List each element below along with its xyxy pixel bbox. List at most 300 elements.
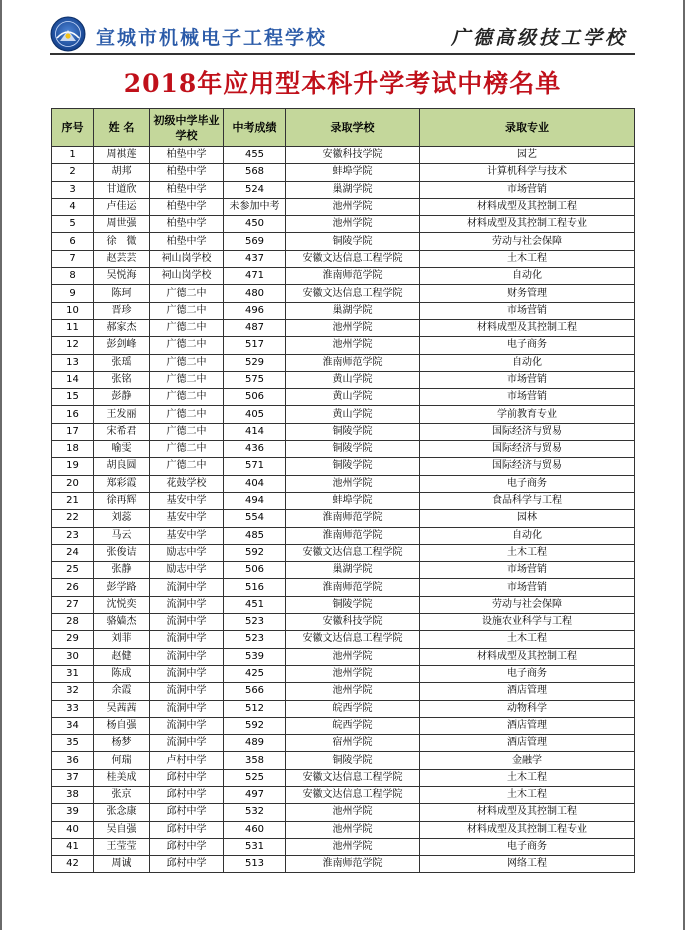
table-row bbox=[52, 527, 635, 544]
cell-major: 土木工程 bbox=[420, 769, 635, 786]
cell-college: 巢湖学院 bbox=[286, 302, 420, 319]
cell-score: 494 bbox=[224, 492, 286, 509]
cell-name: 彭剑峰 bbox=[94, 337, 150, 354]
cell-score: 592 bbox=[224, 544, 286, 561]
cell-score: 497 bbox=[224, 786, 286, 803]
cell-score: 455 bbox=[224, 147, 286, 164]
cell-index: 14 bbox=[52, 371, 94, 388]
cell-major: 自动化 bbox=[420, 268, 635, 285]
cell-score: 592 bbox=[224, 717, 286, 734]
cell-middle-school: 邱村中学 bbox=[150, 786, 224, 803]
cell-major: 土木工程 bbox=[420, 544, 635, 561]
table-row bbox=[52, 631, 635, 648]
table-header-row bbox=[52, 109, 635, 147]
cell-major: 动物科学 bbox=[420, 700, 635, 717]
cell-name: 赵健 bbox=[94, 648, 150, 665]
cell-middle-school: 邱村中学 bbox=[150, 856, 224, 873]
cell-major: 材料成型及其控制工程 bbox=[420, 804, 635, 821]
cell-middle-school: 柏垫中学 bbox=[150, 198, 224, 215]
table-row bbox=[52, 838, 635, 855]
cell-score: 425 bbox=[224, 665, 286, 682]
cell-college: 淮南师范学院 bbox=[286, 856, 420, 873]
table-row bbox=[52, 562, 635, 579]
table-row bbox=[52, 735, 635, 752]
cell-college: 淮南师范学院 bbox=[286, 268, 420, 285]
cell-middle-school: 广德二中 bbox=[150, 406, 224, 423]
cell-name: 周世强 bbox=[94, 216, 150, 233]
cell-name: 王莹莹 bbox=[94, 838, 150, 855]
cell-middle-school: 励志中学 bbox=[150, 544, 224, 561]
cell-name: 张俊诘 bbox=[94, 544, 150, 561]
cell-middle-school: 柏垫中学 bbox=[150, 147, 224, 164]
cell-college: 池州学院 bbox=[286, 821, 420, 838]
table-row bbox=[52, 492, 635, 509]
cell-name: 吴悦海 bbox=[94, 268, 150, 285]
cell-score: 未参加中考 bbox=[224, 198, 286, 215]
cell-index: 26 bbox=[52, 579, 94, 596]
cell-name: 周褀莲 bbox=[94, 147, 150, 164]
cell-college: 池州学院 bbox=[286, 198, 420, 215]
cell-score: 405 bbox=[224, 406, 286, 423]
table-row bbox=[52, 821, 635, 838]
cell-major: 酒店管理 bbox=[420, 717, 635, 734]
letterhead bbox=[50, 16, 635, 54]
cell-middle-school: 柏垫中学 bbox=[150, 216, 224, 233]
cell-middle-school: 基安中学 bbox=[150, 527, 224, 544]
cell-middle-school: 花鼓学校 bbox=[150, 475, 224, 492]
col-header-score: 中考成绩 bbox=[224, 109, 286, 147]
cell-name: 张京 bbox=[94, 786, 150, 803]
cell-college: 铜陵学院 bbox=[286, 596, 420, 613]
cell-college: 铜陵学院 bbox=[286, 752, 420, 769]
cell-name: 吴自强 bbox=[94, 821, 150, 838]
cell-college: 皖西学院 bbox=[286, 700, 420, 717]
cell-middle-school: 柏垫中学 bbox=[150, 164, 224, 181]
cell-major: 设施农业科学与工程 bbox=[420, 614, 635, 631]
cell-major: 材料成型及其控制工程 bbox=[420, 648, 635, 665]
cell-college: 安徽文达信息工程学院 bbox=[286, 544, 420, 561]
cell-score: 414 bbox=[224, 423, 286, 440]
cell-major: 材料成型及其控制工程 bbox=[420, 198, 635, 215]
cell-middle-school: 广德二中 bbox=[150, 458, 224, 475]
cell-major: 园艺 bbox=[420, 147, 635, 164]
cell-name: 徐 微 bbox=[94, 233, 150, 250]
cell-score: 460 bbox=[224, 821, 286, 838]
cell-index: 17 bbox=[52, 423, 94, 440]
table-row bbox=[52, 389, 635, 406]
cell-middle-school: 柏垫中学 bbox=[150, 181, 224, 198]
table-row bbox=[52, 458, 635, 475]
cell-name: 赵芸芸 bbox=[94, 250, 150, 267]
cell-score: 554 bbox=[224, 510, 286, 527]
table-row bbox=[52, 181, 635, 198]
cell-name: 周诚 bbox=[94, 856, 150, 873]
cell-college: 淮南师范学院 bbox=[286, 579, 420, 596]
cell-major: 园林 bbox=[420, 510, 635, 527]
cell-index: 28 bbox=[52, 614, 94, 631]
table-row bbox=[52, 285, 635, 302]
cell-name: 杨梦 bbox=[94, 735, 150, 752]
cell-score: 512 bbox=[224, 700, 286, 717]
cell-score: 513 bbox=[224, 856, 286, 873]
cell-college: 池州学院 bbox=[286, 683, 420, 700]
cell-score: 487 bbox=[224, 319, 286, 336]
cell-index: 1 bbox=[52, 147, 94, 164]
cell-middle-school: 邱村中学 bbox=[150, 821, 224, 838]
cell-name: 宋希君 bbox=[94, 423, 150, 440]
cell-college: 黄山学院 bbox=[286, 371, 420, 388]
cell-college: 安徽文达信息工程学院 bbox=[286, 631, 420, 648]
cell-score: 571 bbox=[224, 458, 286, 475]
cell-major: 土木工程 bbox=[420, 631, 635, 648]
cell-major: 市场营销 bbox=[420, 302, 635, 319]
cell-index: 38 bbox=[52, 786, 94, 803]
table-row bbox=[52, 319, 635, 336]
cell-name: 陈成 bbox=[94, 665, 150, 682]
table-row bbox=[52, 475, 635, 492]
cell-college: 皖西学院 bbox=[286, 717, 420, 734]
cell-name: 晋珍 bbox=[94, 302, 150, 319]
cell-index: 4 bbox=[52, 198, 94, 215]
table-row bbox=[52, 198, 635, 215]
cell-index: 21 bbox=[52, 492, 94, 509]
cell-index: 31 bbox=[52, 665, 94, 682]
cell-middle-school: 广德二中 bbox=[150, 371, 224, 388]
cell-index: 23 bbox=[52, 527, 94, 544]
cell-score: 489 bbox=[224, 735, 286, 752]
cell-name: 刘菲 bbox=[94, 631, 150, 648]
cell-college: 铜陵学院 bbox=[286, 458, 420, 475]
table-row bbox=[52, 717, 635, 734]
cell-name: 郝家杰 bbox=[94, 319, 150, 336]
cell-middle-school: 流洞中学 bbox=[150, 648, 224, 665]
cell-index: 32 bbox=[52, 683, 94, 700]
table-row bbox=[52, 700, 635, 717]
cell-college: 池州学院 bbox=[286, 216, 420, 233]
cell-middle-school: 流洞中学 bbox=[150, 614, 224, 631]
cell-middle-school: 励志中学 bbox=[150, 562, 224, 579]
cell-name: 桂美成 bbox=[94, 769, 150, 786]
cell-major: 市场营销 bbox=[420, 562, 635, 579]
cell-score: 529 bbox=[224, 354, 286, 371]
cell-college: 安徽文达信息工程学院 bbox=[286, 769, 420, 786]
cell-name: 甘道欣 bbox=[94, 181, 150, 198]
cell-index: 12 bbox=[52, 337, 94, 354]
cell-index: 15 bbox=[52, 389, 94, 406]
cell-college: 铜陵学院 bbox=[286, 441, 420, 458]
table-row bbox=[52, 544, 635, 561]
cell-index: 29 bbox=[52, 631, 94, 648]
cell-name: 彭学路 bbox=[94, 579, 150, 596]
cell-major: 食品科学与工程 bbox=[420, 492, 635, 509]
cell-index: 18 bbox=[52, 441, 94, 458]
col-header-name: 姓 名 bbox=[94, 109, 150, 147]
cell-middle-school: 广德二中 bbox=[150, 319, 224, 336]
cell-index: 33 bbox=[52, 700, 94, 717]
table-row bbox=[52, 337, 635, 354]
header-divider bbox=[50, 53, 635, 55]
table-row bbox=[52, 216, 635, 233]
cell-score: 569 bbox=[224, 233, 286, 250]
cell-name: 吴茜茜 bbox=[94, 700, 150, 717]
cell-index: 40 bbox=[52, 821, 94, 838]
cell-major: 电子商务 bbox=[420, 838, 635, 855]
cell-name: 卢佳运 bbox=[94, 198, 150, 215]
cell-index: 3 bbox=[52, 181, 94, 198]
cell-score: 404 bbox=[224, 475, 286, 492]
cell-major: 财务管理 bbox=[420, 285, 635, 302]
table-row bbox=[52, 683, 635, 700]
cell-college: 铜陵学院 bbox=[286, 423, 420, 440]
cell-index: 11 bbox=[52, 319, 94, 336]
col-header-major: 录取专业 bbox=[420, 109, 635, 147]
cell-college: 安徽文达信息工程学院 bbox=[286, 250, 420, 267]
cell-middle-school: 流洞中学 bbox=[150, 596, 224, 613]
cell-middle-school: 流洞中学 bbox=[150, 735, 224, 752]
table-row bbox=[52, 648, 635, 665]
cell-major: 酒店管理 bbox=[420, 735, 635, 752]
table-row bbox=[52, 752, 635, 769]
cell-major: 国际经济与贸易 bbox=[420, 458, 635, 475]
cell-major: 土木工程 bbox=[420, 786, 635, 803]
cell-index: 19 bbox=[52, 458, 94, 475]
school-name-left: 宣城市机械电子工程学校 bbox=[96, 27, 328, 49]
school-logo-icon bbox=[50, 16, 86, 52]
cell-middle-school: 邱村中学 bbox=[150, 804, 224, 821]
cell-middle-school: 广德二中 bbox=[150, 285, 224, 302]
cell-major: 自动化 bbox=[420, 527, 635, 544]
cell-name: 王发丽 bbox=[94, 406, 150, 423]
cell-middle-school: 广德二中 bbox=[150, 441, 224, 458]
cell-college: 池州学院 bbox=[286, 804, 420, 821]
cell-major: 国际经济与贸易 bbox=[420, 441, 635, 458]
cell-index: 10 bbox=[52, 302, 94, 319]
cell-middle-school: 流洞中学 bbox=[150, 717, 224, 734]
cell-score: 506 bbox=[224, 389, 286, 406]
table-row bbox=[52, 250, 635, 267]
cell-college: 安徽文达信息工程学院 bbox=[286, 786, 420, 803]
cell-middle-school: 基安中学 bbox=[150, 492, 224, 509]
cell-score: 532 bbox=[224, 804, 286, 821]
table-row bbox=[52, 371, 635, 388]
cell-major: 金融学 bbox=[420, 752, 635, 769]
cell-major: 国际经济与贸易 bbox=[420, 423, 635, 440]
cell-score: 575 bbox=[224, 371, 286, 388]
table-row bbox=[52, 786, 635, 803]
cell-score: 516 bbox=[224, 579, 286, 596]
table-row bbox=[52, 665, 635, 682]
cell-name: 彭静 bbox=[94, 389, 150, 406]
cell-score: 451 bbox=[224, 596, 286, 613]
cell-score: 506 bbox=[224, 562, 286, 579]
cell-index: 37 bbox=[52, 769, 94, 786]
cell-name: 张静 bbox=[94, 562, 150, 579]
cell-score: 517 bbox=[224, 337, 286, 354]
cell-name: 徐再辉 bbox=[94, 492, 150, 509]
cell-middle-school: 广德二中 bbox=[150, 389, 224, 406]
cell-name: 何瑞 bbox=[94, 752, 150, 769]
cell-score: 437 bbox=[224, 250, 286, 267]
school-name-right: 广德高级技工学校 bbox=[450, 27, 627, 49]
cell-score: 539 bbox=[224, 648, 286, 665]
cell-score: 496 bbox=[224, 302, 286, 319]
cell-college: 安徽文达信息工程学院 bbox=[286, 285, 420, 302]
cell-index: 6 bbox=[52, 233, 94, 250]
table-row bbox=[52, 302, 635, 319]
cell-score: 523 bbox=[224, 631, 286, 648]
cell-index: 22 bbox=[52, 510, 94, 527]
cell-middle-school: 基安中学 bbox=[150, 510, 224, 527]
cell-middle-school: 流洞中学 bbox=[150, 700, 224, 717]
cell-major: 网络工程 bbox=[420, 856, 635, 873]
cell-college: 池州学院 bbox=[286, 648, 420, 665]
table-row bbox=[52, 614, 635, 631]
cell-score: 358 bbox=[224, 752, 286, 769]
cell-major: 酒店管理 bbox=[420, 683, 635, 700]
col-header-middle-school: 初级中学毕业学校 bbox=[150, 109, 224, 147]
cell-middle-school: 祠山岗学校 bbox=[150, 250, 224, 267]
cell-index: 20 bbox=[52, 475, 94, 492]
cell-major: 材料成型及其控制工程专业 bbox=[420, 216, 635, 233]
cell-middle-school: 柏垫中学 bbox=[150, 233, 224, 250]
table-row bbox=[52, 233, 635, 250]
cell-index: 24 bbox=[52, 544, 94, 561]
cell-index: 41 bbox=[52, 838, 94, 855]
cell-college: 蚌埠学院 bbox=[286, 492, 420, 509]
cell-college: 黄山学院 bbox=[286, 406, 420, 423]
col-header-index: 序号 bbox=[52, 109, 94, 147]
cell-college: 淮南师范学院 bbox=[286, 527, 420, 544]
cell-college: 巢湖学院 bbox=[286, 562, 420, 579]
table-row bbox=[52, 769, 635, 786]
cell-name: 余霞 bbox=[94, 683, 150, 700]
cell-score: 531 bbox=[224, 838, 286, 855]
cell-name: 张念康 bbox=[94, 804, 150, 821]
cell-college: 安徽科技学院 bbox=[286, 147, 420, 164]
cell-major: 市场营销 bbox=[420, 579, 635, 596]
cell-index: 16 bbox=[52, 406, 94, 423]
table-row bbox=[52, 268, 635, 285]
table-row bbox=[52, 596, 635, 613]
table-row bbox=[52, 354, 635, 371]
cell-index: 30 bbox=[52, 648, 94, 665]
cell-major: 电子商务 bbox=[420, 337, 635, 354]
table-row bbox=[52, 147, 635, 164]
cell-index: 2 bbox=[52, 164, 94, 181]
table-row bbox=[52, 856, 635, 873]
col-header-college: 录取学校 bbox=[286, 109, 420, 147]
cell-college: 池州学院 bbox=[286, 337, 420, 354]
cell-middle-school: 祠山岗学校 bbox=[150, 268, 224, 285]
cell-middle-school: 广德二中 bbox=[150, 337, 224, 354]
cell-major: 电子商务 bbox=[420, 475, 635, 492]
page-border-left bbox=[0, 0, 2, 930]
cell-index: 35 bbox=[52, 735, 94, 752]
cell-name: 张瑶 bbox=[94, 354, 150, 371]
table-row bbox=[52, 579, 635, 596]
admission-table bbox=[51, 108, 635, 873]
table-row bbox=[52, 406, 635, 423]
table-row bbox=[52, 441, 635, 458]
cell-index: 42 bbox=[52, 856, 94, 873]
cell-name: 陈珂 bbox=[94, 285, 150, 302]
cell-score: 485 bbox=[224, 527, 286, 544]
cell-middle-school: 流洞中学 bbox=[150, 683, 224, 700]
cell-name: 喻雯 bbox=[94, 441, 150, 458]
cell-major: 材料成型及其控制工程专业 bbox=[420, 821, 635, 838]
cell-college: 池州学院 bbox=[286, 665, 420, 682]
cell-name: 杨自强 bbox=[94, 717, 150, 734]
cell-college: 池州学院 bbox=[286, 319, 420, 336]
cell-middle-school: 广德二中 bbox=[150, 354, 224, 371]
cell-name: 郑彩霞 bbox=[94, 475, 150, 492]
cell-major: 市场营销 bbox=[420, 371, 635, 388]
cell-index: 34 bbox=[52, 717, 94, 734]
cell-name: 胡良圆 bbox=[94, 458, 150, 475]
cell-index: 9 bbox=[52, 285, 94, 302]
cell-middle-school: 流洞中学 bbox=[150, 579, 224, 596]
cell-major: 自动化 bbox=[420, 354, 635, 371]
cell-college: 蚌埠学院 bbox=[286, 164, 420, 181]
table-row bbox=[52, 164, 635, 181]
cell-major: 材料成型及其控制工程 bbox=[420, 319, 635, 336]
cell-middle-school: 邱村中学 bbox=[150, 769, 224, 786]
cell-middle-school: 广德二中 bbox=[150, 302, 224, 319]
cell-middle-school: 卢村中学 bbox=[150, 752, 224, 769]
cell-college: 池州学院 bbox=[286, 475, 420, 492]
cell-index: 5 bbox=[52, 216, 94, 233]
cell-major: 电子商务 bbox=[420, 665, 635, 682]
cell-middle-school: 流洞中学 bbox=[150, 631, 224, 648]
cell-college: 淮南师范学院 bbox=[286, 510, 420, 527]
cell-score: 480 bbox=[224, 285, 286, 302]
cell-name: 刘蕊 bbox=[94, 510, 150, 527]
cell-index: 27 bbox=[52, 596, 94, 613]
cell-index: 36 bbox=[52, 752, 94, 769]
cell-score: 525 bbox=[224, 769, 286, 786]
cell-middle-school: 广德二中 bbox=[150, 423, 224, 440]
cell-college: 池州学院 bbox=[286, 838, 420, 855]
cell-college: 宿州学院 bbox=[286, 735, 420, 752]
cell-major: 劳动与社会保障 bbox=[420, 596, 635, 613]
cell-score: 523 bbox=[224, 614, 286, 631]
table-row bbox=[52, 423, 635, 440]
table-row bbox=[52, 510, 635, 527]
cell-name: 马云 bbox=[94, 527, 150, 544]
cell-score: 436 bbox=[224, 441, 286, 458]
cell-college: 铜陵学院 bbox=[286, 233, 420, 250]
cell-index: 25 bbox=[52, 562, 94, 579]
cell-index: 13 bbox=[52, 354, 94, 371]
cell-score: 524 bbox=[224, 181, 286, 198]
cell-name: 骆嫱杰 bbox=[94, 614, 150, 631]
cell-major: 计算机科学与技术 bbox=[420, 164, 635, 181]
cell-score: 568 bbox=[224, 164, 286, 181]
cell-major: 土木工程 bbox=[420, 250, 635, 267]
cell-major: 学前教育专业 bbox=[420, 406, 635, 423]
cell-college: 淮南师范学院 bbox=[286, 354, 420, 371]
cell-major: 劳动与社会保障 bbox=[420, 233, 635, 250]
table-body bbox=[52, 147, 635, 873]
table-row bbox=[52, 804, 635, 821]
cell-middle-school: 流洞中学 bbox=[150, 665, 224, 682]
page-title: 2018年应用型本科升学考试中榜名单 bbox=[123, 69, 562, 98]
cell-middle-school: 邱村中学 bbox=[150, 838, 224, 855]
cell-major: 市场营销 bbox=[420, 389, 635, 406]
cell-major: 市场营销 bbox=[420, 181, 635, 198]
cell-score: 566 bbox=[224, 683, 286, 700]
cell-index: 8 bbox=[52, 268, 94, 285]
